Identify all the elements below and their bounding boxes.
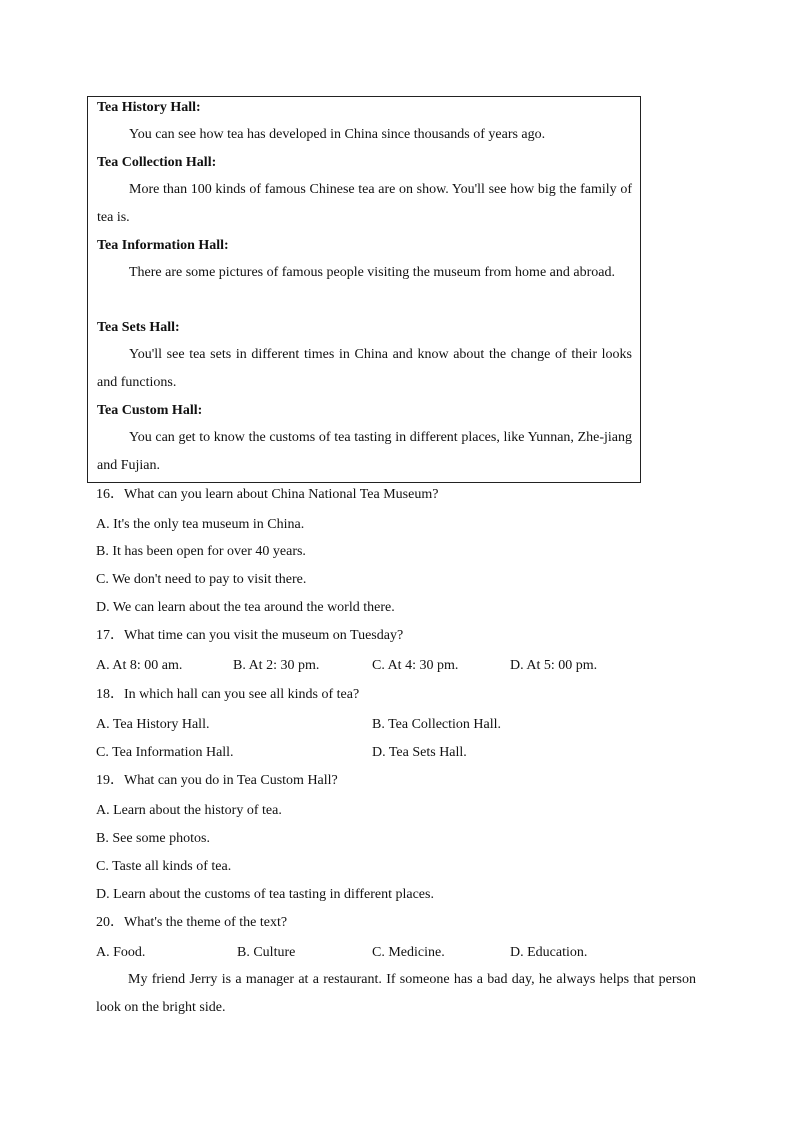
question-text: What's the theme of the text? (124, 915, 288, 930)
option-20-b: B. Culture (237, 945, 296, 960)
question-19 (96, 772, 338, 790)
question-18 (96, 686, 359, 704)
question-text: What can you learn about China National Tea Museum? (124, 487, 439, 502)
option-17-d: D. At 5: 00 pm. (510, 658, 598, 673)
question-number: 17． (96, 628, 124, 643)
option-19-d: D. Learn about the customs of tea tasting in different places. (96, 887, 434, 902)
hall-description: More than 100 kinds of famous Chinese tea are on show. You'll see how big the family of tea is. (97, 182, 632, 225)
hall-title: Tea Custom Hall: (97, 403, 203, 418)
option-18-d: D. Tea Sets Hall. (372, 745, 467, 760)
question-number: 20． (96, 915, 124, 930)
option-20-d: D. Education. (510, 945, 588, 960)
hall-title: Tea History Hall: (97, 100, 201, 115)
option-18-b: B. Tea Collection Hall. (372, 717, 502, 732)
question-16 (96, 486, 438, 504)
hall-description: You'll see tea sets in different times in China and know about the change of their looks and functions. (97, 347, 632, 390)
question-text: What can you do in Tea Custom Hall? (124, 773, 338, 788)
hall-description: There are some pictures of famous people visiting the museum from home and abroad. (129, 265, 615, 280)
hall-description: You can get to know the customs of tea tasting in different places, like Yunnan, Zhe-jiang and Fujian. (97, 430, 632, 473)
hall-info-box (87, 96, 641, 483)
option-16-d: D. We can learn about the tea around the world there. (96, 600, 395, 615)
option-17-c: C. At 4: 30 pm. (372, 658, 459, 673)
question-17 (96, 627, 403, 645)
next-passage: My friend Jerry is a manager at a restaurant. If someone has a bad day, he always helps that person look on the bright side. (96, 972, 696, 1015)
option-16-b: B. It has been open for over 40 years. (96, 544, 306, 559)
option-18-c: C. Tea Information Hall. (96, 745, 234, 760)
option-20-a: A. Food. (96, 945, 146, 960)
option-17-b: B. At 2: 30 pm. (233, 658, 320, 673)
option-17-a: A. At 8: 00 am. (96, 658, 183, 673)
hall-title: Tea Sets Hall: (97, 320, 180, 335)
option-19-a: A. Learn about the history of tea. (96, 803, 282, 818)
hall-description: You can see how tea has developed in China since thousands of years ago. (129, 127, 546, 142)
option-16-a: A. It's the only tea museum in China. (96, 517, 305, 532)
option-19-b: B. See some photos. (96, 831, 210, 846)
question-20 (96, 914, 287, 932)
option-18-a: A. Tea History Hall. (96, 717, 210, 732)
question-number: 16． (96, 487, 124, 502)
question-text: What time can you visit the museum on Tuesday? (124, 628, 404, 643)
hall-title: Tea Collection Hall: (97, 155, 217, 170)
question-text: In which hall can you see all kinds of tea? (124, 687, 360, 702)
option-16-c: C. We don't need to pay to visit there. (96, 572, 307, 587)
option-20-c: C. Medicine. (372, 945, 445, 960)
option-19-c: C. Taste all kinds of tea. (96, 859, 232, 874)
hall-title: Tea Information Hall: (97, 238, 229, 253)
question-number: 19． (96, 773, 124, 788)
question-number: 18． (96, 687, 124, 702)
